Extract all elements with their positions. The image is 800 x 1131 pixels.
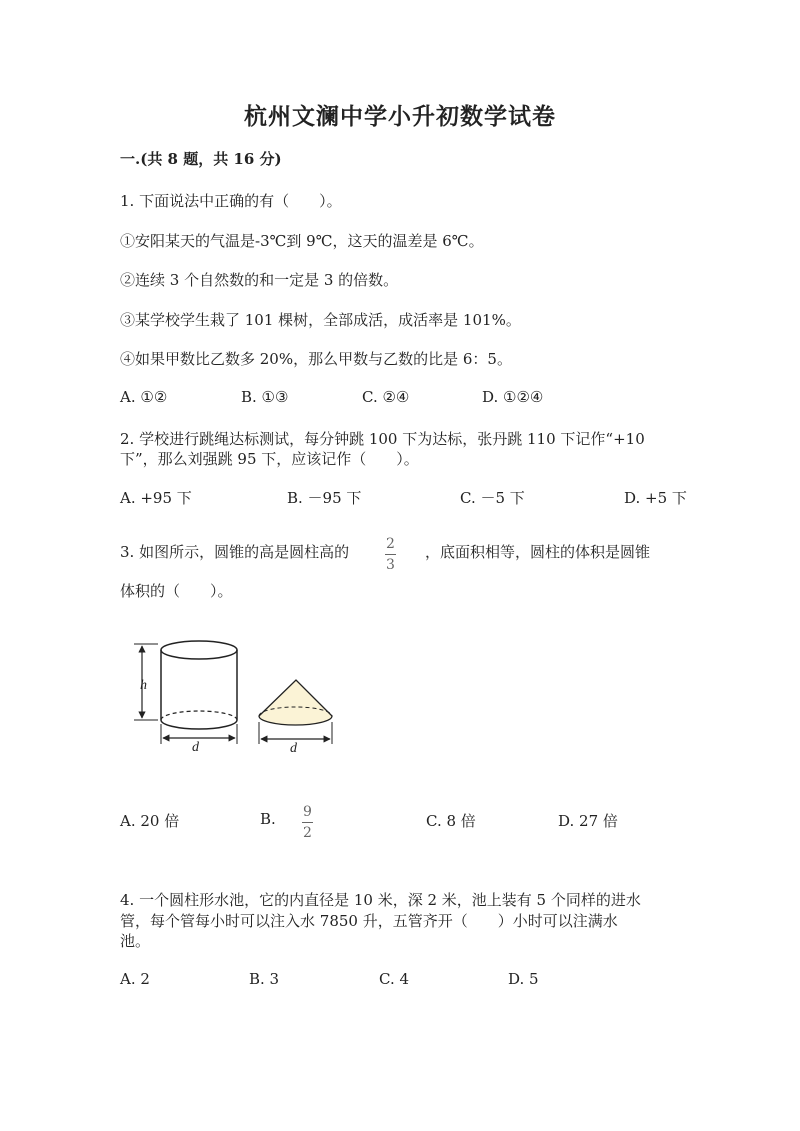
q1-option-c: C. ②④	[362, 388, 410, 406]
page-title: 杭州文澜中学小升初数学试卷	[244, 103, 556, 130]
q4-line-2: 管，每个管每小时可以注入水 7850 升，五管齐开（ ）小时可以注满水	[120, 912, 618, 930]
cylinder-cone-figure	[126, 638, 346, 756]
q3-fraction-denominator: 3	[386, 557, 395, 573]
q2-option-d: D. +5 下	[624, 489, 687, 507]
q1-statement-1: ①安阳某天的气温是-3℃到 9℃，这天的温差是 6℃。	[120, 232, 484, 250]
q2-line-1: 2. 学校进行跳绳达标测试，每分钟跳 100 下为达标，张丹跳 110 下记作“+10	[120, 430, 645, 448]
q1-option-b: B. ①③	[241, 388, 289, 406]
q4-option-c: C. 4	[379, 970, 410, 988]
q2-option-b: B. －95 下	[287, 489, 362, 507]
q3-fraction-numerator: 2	[386, 536, 395, 552]
q3-option-b-numerator: 9	[303, 804, 312, 820]
q2-option-c: C. －5 下	[460, 489, 525, 507]
q3-fraction	[385, 534, 396, 572]
q3-option-a: A. 20 倍	[120, 812, 180, 830]
q3-option-d: D. 27 倍	[558, 812, 618, 830]
q1-statement-4: ④如果甲数比乙数多 20%，那么甲数与乙数的比是 6：5。	[120, 350, 512, 368]
q1-stem: 1. 下面说法中正确的有（ ）。	[120, 192, 342, 210]
q4-option-a: A. 2	[120, 970, 150, 988]
q3-line-1a: 3. 如图所示，圆锥的高是圆柱高的	[120, 543, 350, 561]
q2-option-a: A. +95 下	[120, 489, 192, 507]
q4-option-b: B. 3	[249, 970, 280, 988]
section-heading: 一.(共 8 题，共 16 分)	[120, 150, 282, 168]
q3-line-1b: ，底面积相等，圆柱的体积是圆锥	[425, 543, 651, 561]
cylinder-shape	[161, 641, 237, 729]
cylinder-diameter-label: d	[192, 740, 199, 755]
q1-statement-3: ③某学校学生栽了 101 棵树，全部成活，成活率是 101%。	[120, 311, 521, 329]
q4-line-1: 4. 一个圆柱形水池，它的内直径是 10 米，深 2 米，池上装有 5 个同样的进水	[120, 891, 641, 909]
height-label: h	[140, 678, 147, 693]
q3-option-b-denominator: 2	[303, 825, 312, 841]
q4-option-d: D. 5	[508, 970, 539, 988]
q1-statement-2: ②连续 3 个自然数的和一定是 3 的倍数。	[120, 271, 399, 289]
cone-diameter-label: d	[290, 741, 297, 756]
fraction-bar	[385, 554, 396, 555]
q3-option-c: C. 8 倍	[426, 812, 476, 830]
q1-option-d: D. ①②④	[482, 388, 544, 406]
q1-option-a: A. ①②	[120, 388, 168, 406]
q3-line-2: 体积的（ ）。	[120, 582, 233, 600]
q4-line-3: 池。	[120, 932, 151, 950]
cone-shape	[259, 680, 332, 725]
fraction-bar	[302, 822, 313, 823]
q2-line-2: 下”，那么刘强跳 95 下，应该记作（ ）。	[120, 450, 419, 468]
q3-option-b-fraction	[302, 802, 313, 840]
q3-option-b-label: B.	[260, 810, 276, 828]
